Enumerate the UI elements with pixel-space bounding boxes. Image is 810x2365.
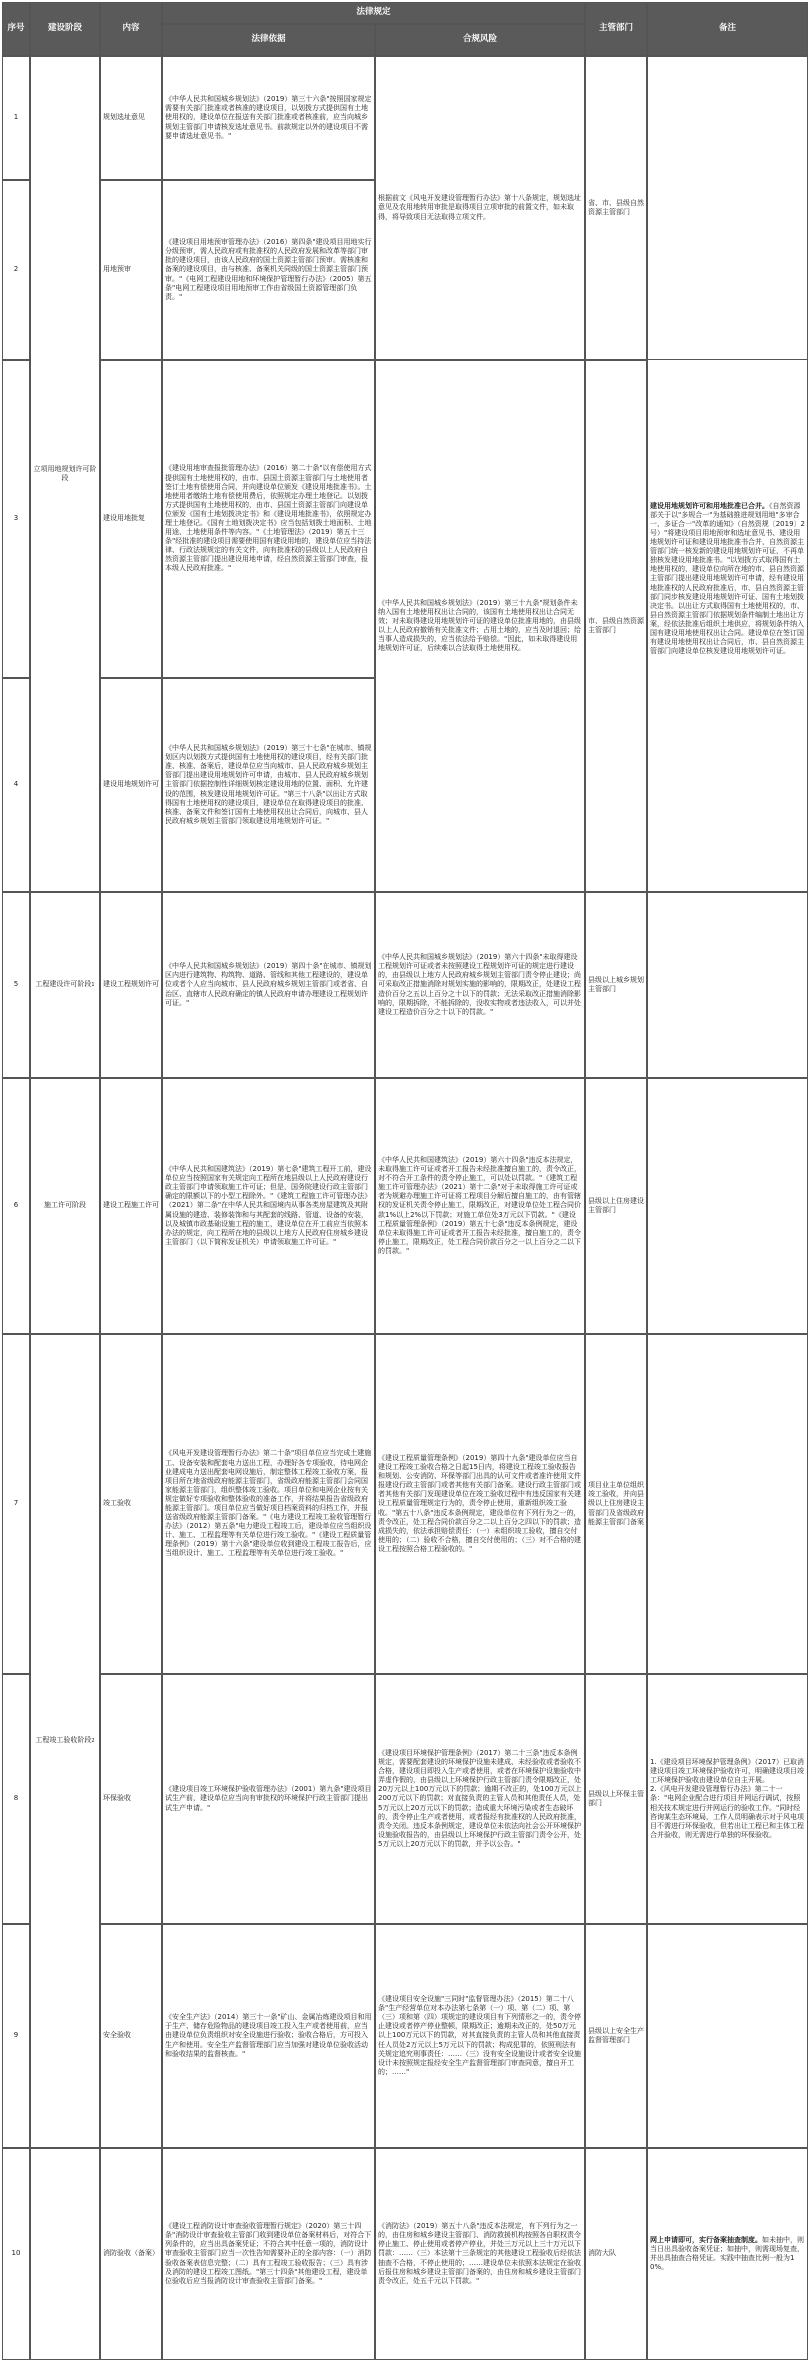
stage-label: 施工许可阶段 (30, 1078, 100, 1334)
row-no: 2 (2, 180, 30, 360)
stage-label: 工程建设许可阶段 1 (30, 892, 100, 1078)
row-basis: 《建设用地审查报批管理办法》（2016）第二十条"以有偿使用方式提供国有土地使用权的，由市、县国土资源主管部门与土地使用者签订土地有偿使用合同，并向建设单位颁发《建设用地批准书》。土地使用者缴纳土地有偿使用费后，依照规定办理土地登记。以划拨方式提供国有土地使用权的，由市、县国土资源主管部门向建设单位颁发《国有土地划拨决定书》和《建设用地批准书》，依照规定办理土地登记。《国有土地划拨决定书》应当包括划拨土地面积、土地用途、土地使用条件等内容。"《土地管理法》（2019）第五十三条"经批准的建设项目需要使用国有建设用地的，建设单位应当持法律、行政法规规定的有关文件，向有批准权的县级以上人民政府自然资源主管部门提出建设用地申请，经自然资源主管部门审查，报本级人民政府批准。" (162, 360, 375, 678)
row-risk: 根据前文《风电开发建设管理暂行办法》第十八条规定，规划选址意见及农用地转用审批是取得项目立项审批的前置文件，如未取得，将导致项目无法取得立项文件。 (375, 56, 585, 360)
row-dept: 县级以上城乡规划主管部门 (585, 892, 647, 1078)
header-legal: 法律规定 (162, 2, 585, 24)
legal-compliance-table (2, 2, 808, 2360)
header-stage: 建设阶段 (30, 2, 100, 56)
row-no: 9 (2, 1924, 30, 2148)
row-basis: 《中华人民共和国城乡规划法》（2019）第四十条"在城市、镇规划区内进行建筑物、构筑物、道路、管线和其他工程建设的，建设单位或者个人应当向城市、县人民政府城乡规划主管部门或者省、自治区、直辖市人民政府确定的镇人民政府申请办理建设工程规划许可证。" (162, 892, 375, 1078)
notes-text: 《自然资源部关于以"多规合一"为基础推进规划用地"多审合一、多证合一"改革的通知》（自然资规〔2019〕2号）"将建设项目用地预审和选址意见书、建设用地规划许可证和建设用地批准书合并，自然资源主管部门统一核发新的建设用地规划许可证，不再单独核发建设用地批准书。"以划拨方式取得国有土地使用权的，建设单位向所在地的市、县自然资源主管部门提出建设用地规划许可申请，经有建设用地批准权的人民政府批准后，市、县自然资源主管部门同步核发建设用地规划许可证、国有土地划拨决定书。以出让方式取得国有土地使用权的，市、县自然资源主管部门依据规划条件编制土地出让方案，经依法批准后组织土地供应，将规划条件纳入国有建设用地使用权出让合同。建设单位在签订国有建设用地使用权出让合同后，市、县自然资源主管部门向建设单位核发建设用地规划许可证。 (650, 501, 805, 656)
notes-highlight: 网上申请即可，实行备案抽查制度。 (650, 2235, 762, 2244)
header-content: 内容 (100, 2, 162, 56)
header-risk: 合规风险 (375, 24, 585, 56)
row-no: 1 (2, 56, 30, 180)
row-notes (647, 1334, 808, 1674)
row-notes (647, 56, 808, 892)
row-content: 规划选址意见 (100, 56, 162, 180)
row-risk: 《建设项目安全设施"三同时"监督管理办法》（2015）第二十八条"生产经营单位对本办法第七条第（一）项、第（二）项、第（三）项和第（四）项规定的建设项目有下列情形之一的，责令停止建设或者停产停业整顿，限期改正；逾期未改正的，处50万元以上100万元以下的罚款，对其直接负责的主管人员和其他直接责任人员处2万元以上5万元以下的罚款；构成犯罪的，依照刑法有关规定追究刑事责任：……（三）没有安全设施设计或者安全设施设计未按照规定报经安全生产监督管理部门审查同意，擅自开工的；……" (375, 1924, 585, 2148)
row-no: 4 (2, 678, 30, 892)
row-content: 建设工程施工许可 (100, 1078, 162, 1334)
row-no: 8 (2, 1674, 30, 1924)
row-basis: 《安全生产法》（2014）第三十一条"矿山、金属冶炼建设项目和用于生产、储存危险物品的建设项目竣工投入生产或者使用前，应当由建设单位负责组织对安全设施进行验收；验收合格后，方可投入生产和使用。安全生产监督管理部门应当加强对建设单位验收活动和验收结果的监督核查。" (162, 1924, 375, 2148)
row-no: 3 (2, 360, 30, 678)
row-risk: 《消防法》（2019）第五十八条"违反本法规定，有下列行为之一的，由住房和城乡建设主管部门、消防救援机构按照各自职权责令停止施工、停止使用或者停产停业，并处三万元以上三十万元以下罚款：……（三）本法第十三条规定的其他建设工程验收后经依法抽查不合格，不停止使用的；……建设单位未依照本法规定在验收后报住房和城乡建设主管部门备案的，由住房和城乡建设主管部门责令改正，处五千元以下罚款。" (375, 2148, 585, 2360)
row-content: 消防验收（备案） (100, 2148, 162, 2360)
row-basis: 《建设项目竣工环境保护验收管理办法》（2001）第九条"建设项目试生产前，建设单位应当向有审批权的环境保护行政主管部门提出试生产申请。" (162, 1674, 375, 1924)
row-notes: 1.《建设项目环境保护管理条例》（2017）已取消建设项目竣工环境保护验收许可，明确建设项目竣工环境保护验收由建设单位自主开展。 2.《风电开发建设管理暂行办法》第二十一条："电网企业配合进行项目并网运行调试，按照相关技术规定进行并网运行的验收工作。"同时经咨询某生态环境局，工作人员明确表示对于风电项目不需进行环保验收，但若出让工程已和主体工程合并验收，则无需进行单独的环保验收。 (647, 1674, 808, 1924)
row-dept: 项目业主单位组织竣工验收，并向县级以上住房建设主管部门及省级政府能源主管部门备案 (585, 1334, 647, 1674)
row-basis: 《建设项目用地预审管理办法》（2016）第四条"建设项目用地实行分级预审，需人民政府或有批准权的人民政府发展和改革等部门审批的建设项目，由该人民政府的国土资源主管部门预审。需核准和备案的建设项目，由与核准、备案机关同级的国土资源主管部门预审。"《电网工程建设用地和环境保护管理暂行办法》（2005）第五条"电网工程建设项目用地预审工作由省级国土资源管理部门负责。" (162, 180, 375, 360)
stage-label-empty (30, 2148, 100, 2360)
row-dept: 消防大队 (585, 2148, 647, 2360)
row-content: 建设用地规划许可 (100, 678, 162, 892)
header-no: 序号 (2, 2, 30, 56)
row-dept: 县级以上环保主管部门 (585, 1674, 647, 1924)
stage-label: 立项用地规划许可阶段 (30, 56, 100, 892)
row-notes (647, 1078, 808, 1334)
row-risk: 《建设项目环境保护管理条例》（2017）第二十三条"违反本条例规定，需要配套建设的环境保护设施未建成、未经验收或者验收不合格，建设项目即投入生产或者使用，或者在环境保护设施验收中弄虚作假的，由县级以上环境保护行政主管部门责令限期改正，处20万元以上100万元以下的罚款；逾期不改正的，处100万元以上200万元以下的罚款；对直接负责的主管人员和其他责任人员，处5万元以上20万元以下的罚款；造成重大环境污染或者生态破坏的，责令停止生产或者使用，或者报经有批准权的人民政府批准，责令关闭。违反本条例规定，建设单位未依法向社会公开环境保护设施验收报告的，由县级以上环境保护行政主管部门责令公开，处5万元以上20万元以下的罚款，并予以公告。" (375, 1674, 585, 1924)
row-content: 建设用地批复 (100, 360, 162, 678)
row-basis: 《中华人民共和国城乡规划法》（2019）第三十六条"按照国家规定需要有关部门批准或者核准的建设项目，以划拨方式提供国有土地使用权的，建设单位在报送有关部门批准或者核准前，应当向城乡规划主管部门申请核发选址意见书。前款规定以外的建设项目不需要申请选址意见书。" (162, 56, 375, 180)
header-dept: 主管部门 (585, 2, 647, 56)
row-notes (647, 2148, 808, 2360)
row-no: 6 (2, 1078, 30, 1334)
row-basis: 《建设工程消防设计审查验收管理暂行规定》（2020）第三十四条"消防设计审查验收主管部门收到建设单位备案材料后，对符合下列条件的，应当出具备案凭证；不符合其中任意一项的，消防设计审查验收主管部门应当一次性告知需要补正的全部内容：（一）消防验收备案表信息完整；（二）具有工程竣工验收报告；（三）具有涉及消防的建设工程竣工图纸。"第三十四条"其他建设工程，建设单位验收后应当报消防设计审查验收主管部门备案。" (162, 2148, 375, 2360)
row-risk: 《中华人民共和国城乡规划法》（2019）第六十四条"未取得建设工程规划许可证或者未按照建设工程规划许可证的规定进行建设的，由县级以上地方人民政府城乡规划主管部门责令停止建设；尚可采取改正措施消除对规划实施的影响的，限期改正，处建设工程造价百分之五以上百分之十以下的罚款；无法采取改正措施消除影响的，限期拆除，不能拆除的，没收实物或者违法收入，可以并处建设工程造价百分之十以下的罚款。" (375, 892, 585, 1078)
row-dept: 市、县级自然资源主管部门 (585, 360, 647, 892)
notes-text: 如未抽中，则当日出具验收备案凭证；如抽中，则需现场复查，并出具抽查合格凭证。实践中抽查比例一般为10%。 (650, 2235, 804, 2272)
row-content: 安全验收 (100, 1924, 162, 2148)
row-basis: 《中华人民共和国建筑法》（2019）第七条"建筑工程开工前，建设单位应当按照国家有关规定向工程所在地县级以上人民政府建设行政主管部门申请领取施工许可证；但是，国务院建设行政主管部门确定的限额以下的小型工程除外。"《建筑工程施工许可管理办法》（2021）第二条"在中华人民共和国境内从事各类房屋建筑及其附属设施的建造、装修装饰和与其配套的线路、管道、设备的安装，以及城镇市政基础设施工程的施工，建设单位在开工前应当依照本办法的规定，向工程所在地的县级以上地方人民政府住房城乡建设主管部门（以下简称发证机关）申请领取施工许可证。" (162, 1078, 375, 1334)
row-content: 竣工验收 (100, 1334, 162, 1674)
row-basis: 《风电开发建设管理暂行办法》第二十条"项目单位应当完成土建施工、设备安装和配套电力送出工程，办理好各专项验收，待电网企业建成电力送出配套电网设施后，制定整体工程竣工验收方案，报项目所在地省级政府能源主管部门，省级政府能源主管部门会同国家能源主管部门，组织整体竣工验收。项目单位和电网企业按有关规定做好专项验收和整体验收的准备工作，并将结果报告省级政府能源主管部门。项目单位应当做好项目档案资料的归档工作，并报送省级政府能源主管部门备案。"《电力建设工程竣工验收管理暂行办法》（2012）第五条"电力建设工程竣工后，建设单位应当组织设计、施工、工程监理等有关单位进行竣工验收。"《建设工程质量管理条例》（2019）第十六条"建设单位收到建设工程竣工报告后，应当组织设计、施工、工程监理等有关单位进行竣工验收。" (162, 1334, 375, 1674)
header-notes: 备注 (647, 2, 808, 56)
header-basis: 法律依据 (162, 24, 375, 56)
row-notes (647, 1924, 808, 2148)
row-dept: 县级以上住房建设主管部门 (585, 1078, 647, 1334)
row-content: 用地预审 (100, 180, 162, 360)
notes-highlight: 建设用地规划许可和用地批准已合并。 (650, 501, 769, 510)
row-no: 10 (2, 2148, 30, 2360)
row-no: 5 (2, 892, 30, 1078)
row-content: 建设工程规划许可 (100, 892, 162, 1078)
row-risk: 《建设工程质量管理条例》（2019）第四十九条"建设单位应当自建设工程竣工验收合格之日起15日内，将建设工程竣工验收报告和规划、公安消防、环保等部门出具的认可文件或者准许使用文件报建设行政主管部门或者其他有关部门备案。建设行政主管部门或者其他有关部门发现建设单位在竣工验收过程中有违反国家有关建设工程质量管理规定行为的，责令停止使用，重新组织竣工验收。"第五十八条"违反本条例规定，建设单位有下列行为之一的，责令改正，处工程合同价款百分之二以上百分之四以下的罚款；造成损失的，依法承担赔偿责任：（一）未组织竣工验收，擅自交付使用的；（二）验收不合格，擅自交付使用的；（三）对不合格的建设工程按照合格工程验收的。" (375, 1334, 585, 1674)
row-notes (647, 892, 808, 1078)
row-no: 7 (2, 1334, 30, 1674)
row-dept: 省、市、县级自然资源主管部门 (585, 56, 647, 360)
stage-label: 工程竣工验收阶段 2 (30, 1334, 100, 2148)
row-dept: 县级以上安全生产监督管理部门 (585, 1924, 647, 2148)
row-risk: 《中华人民共和国城乡规划法》（2019）第三十九条"规划条件未纳入国有土地使用权出让合同的，该国有土地使用权出让合同无效；对未取得建设用地规划许可证的建设单位批准用地的，由县级以上人民政府撤销有关批准文件；占用土地的，应当及时退回；给当事人造成损失的，应当依法给予赔偿。"因此，如未取得建设用地规划许可证，后续难以合法取得土地使用权。 (375, 360, 585, 892)
row-content: 环保验收 (100, 1674, 162, 1924)
row-basis: 《中华人民共和国城乡规划法》（2019）第三十七条"在城市、镇规划区内以划拨方式提供国有土地使用权的建设项目，经有关部门批准、核准、备案后，建设单位应当向城市、县人民政府城乡规划主管部门提出建设用地规划许可申请，由城市、县人民政府城乡规划主管部门依据控制性详细规划核定建设用地的位置、面积、允许建设的范围，核发建设用地规划许可证。"第三十八条"以出让方式取得国有土地使用权的建设项目，建设单位在取得建设项目的批准、核准、备案文件和签订国有土地使用权出让合同后，向城市、县人民政府城乡规划主管部门领取建设用地规划许可证。" (162, 678, 375, 892)
row-risk: 《中华人民共和国建筑法》（2019）第六十四条"违反本法规定，未取得施工许可证或者开工报告未经批准擅自施工的，责令改正，对不符合开工条件的责令停止施工，可以处以罚款。"《建筑工程施工许可管理办法》（2021）第十二条"对于未取得施工许可证或者为规避办理施工许可证将工程项目分解后擅自施工的，由有管辖权的发证机关责令停止施工，限期改正，对建设单位处工程合同价款1%以上2%以下罚款；对施工单位处3万元以下罚款。"《建设工程质量管理条例》（2019）第五十七条"违反本条例规定，建设单位未取得施工许可证或者开工报告未经批准，擅自施工的，责令停止施工，限期改正，处工程合同价款百分之一以上百分之二以下的罚款。" (375, 1078, 585, 1334)
